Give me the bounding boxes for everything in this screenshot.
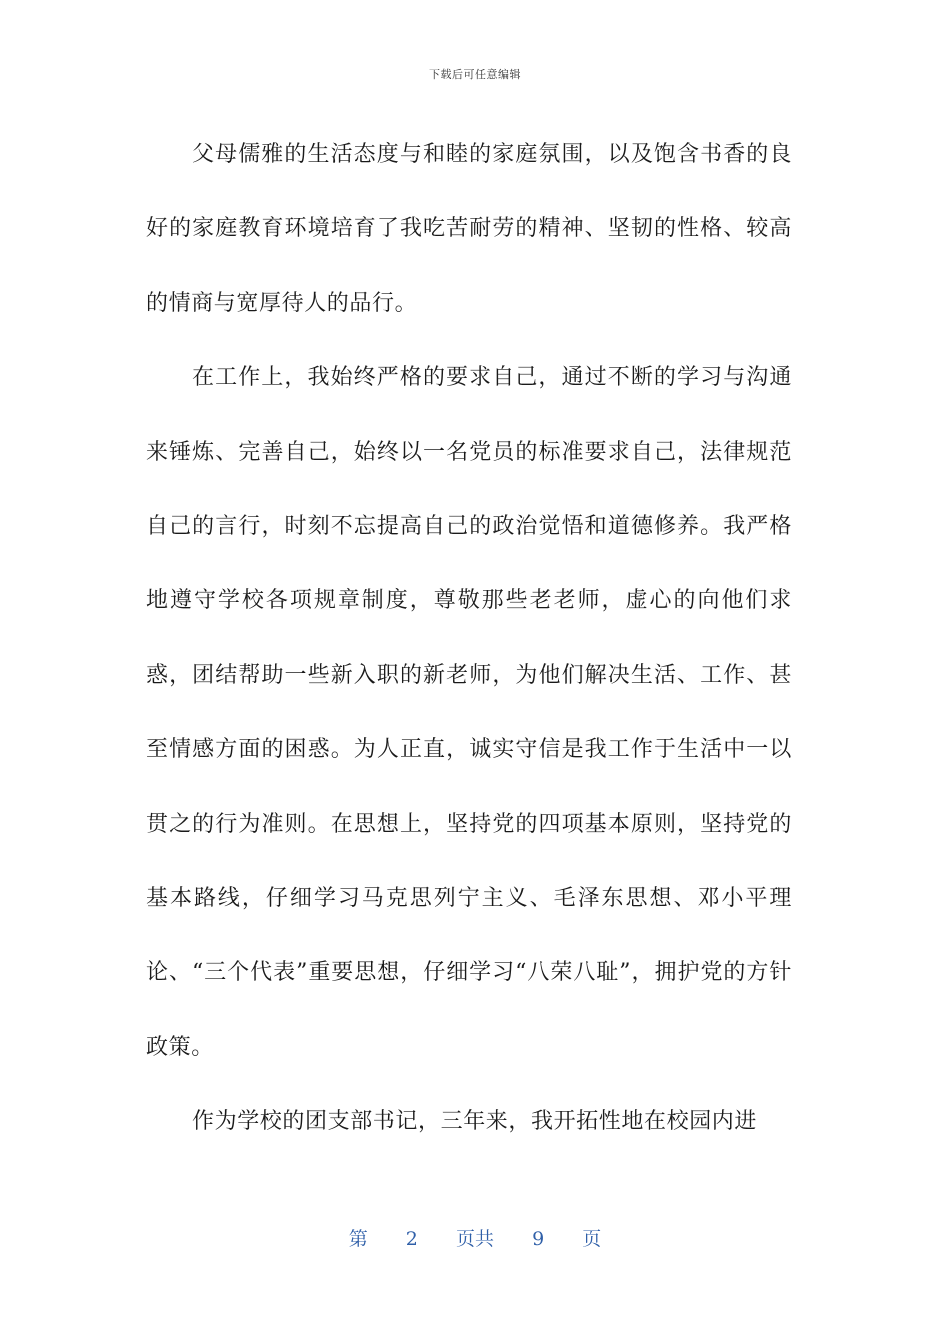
- download-note: 下载后可任意编辑: [429, 68, 521, 81]
- paragraph-league: 作为学校的团支部书记，三年来，我开拓性地在校园内进: [192, 1109, 758, 1135]
- footer-prefix: 第: [348, 1228, 368, 1250]
- paragraph-work: 在工作上，我始终严格的要求自己，通过不断的学习与沟通来锤炼、完善自己，始终以一名党员的标准要求自己，法律规范自己的言行，时刻不忘提高自己的政治觉悟和道德修养。我严格地遵守学校各项规章制度，尊敬那些老老师，虚心的向他们求惑，团结帮助一些新入职的新老师，为他们解决生活、工作、甚至情感方面的困惑。为人正直，诚实守信是我工作于生活中一以贯之的行为准则。在思想上，坚持党的四项基本原则，坚持党的基本路线，仔细学习马克思列宁主义、毛泽东思想、邓小平理论、“三个代表”重要思想，仔细学习“八荣八耻”，拥护党的方针政策。: [146, 365, 792, 1060]
- footer-suffix: 页: [582, 1228, 602, 1250]
- document-body: [146, 118, 792, 1160]
- footer-current-page: 2: [405, 1228, 418, 1250]
- footer-middle: 页共: [455, 1228, 494, 1250]
- page-number-footer: [0, 1224, 950, 1251]
- paragraph-family: 父母儒雅的生活态度与和睦的家庭氛围，以及饱含书香的良好的家庭教育环境培育了我吃苦耐劳的精神、坚韧的性格、较高的情商与宽厚待人的品行。: [146, 142, 792, 316]
- footer-total-pages: 9: [532, 1228, 545, 1250]
